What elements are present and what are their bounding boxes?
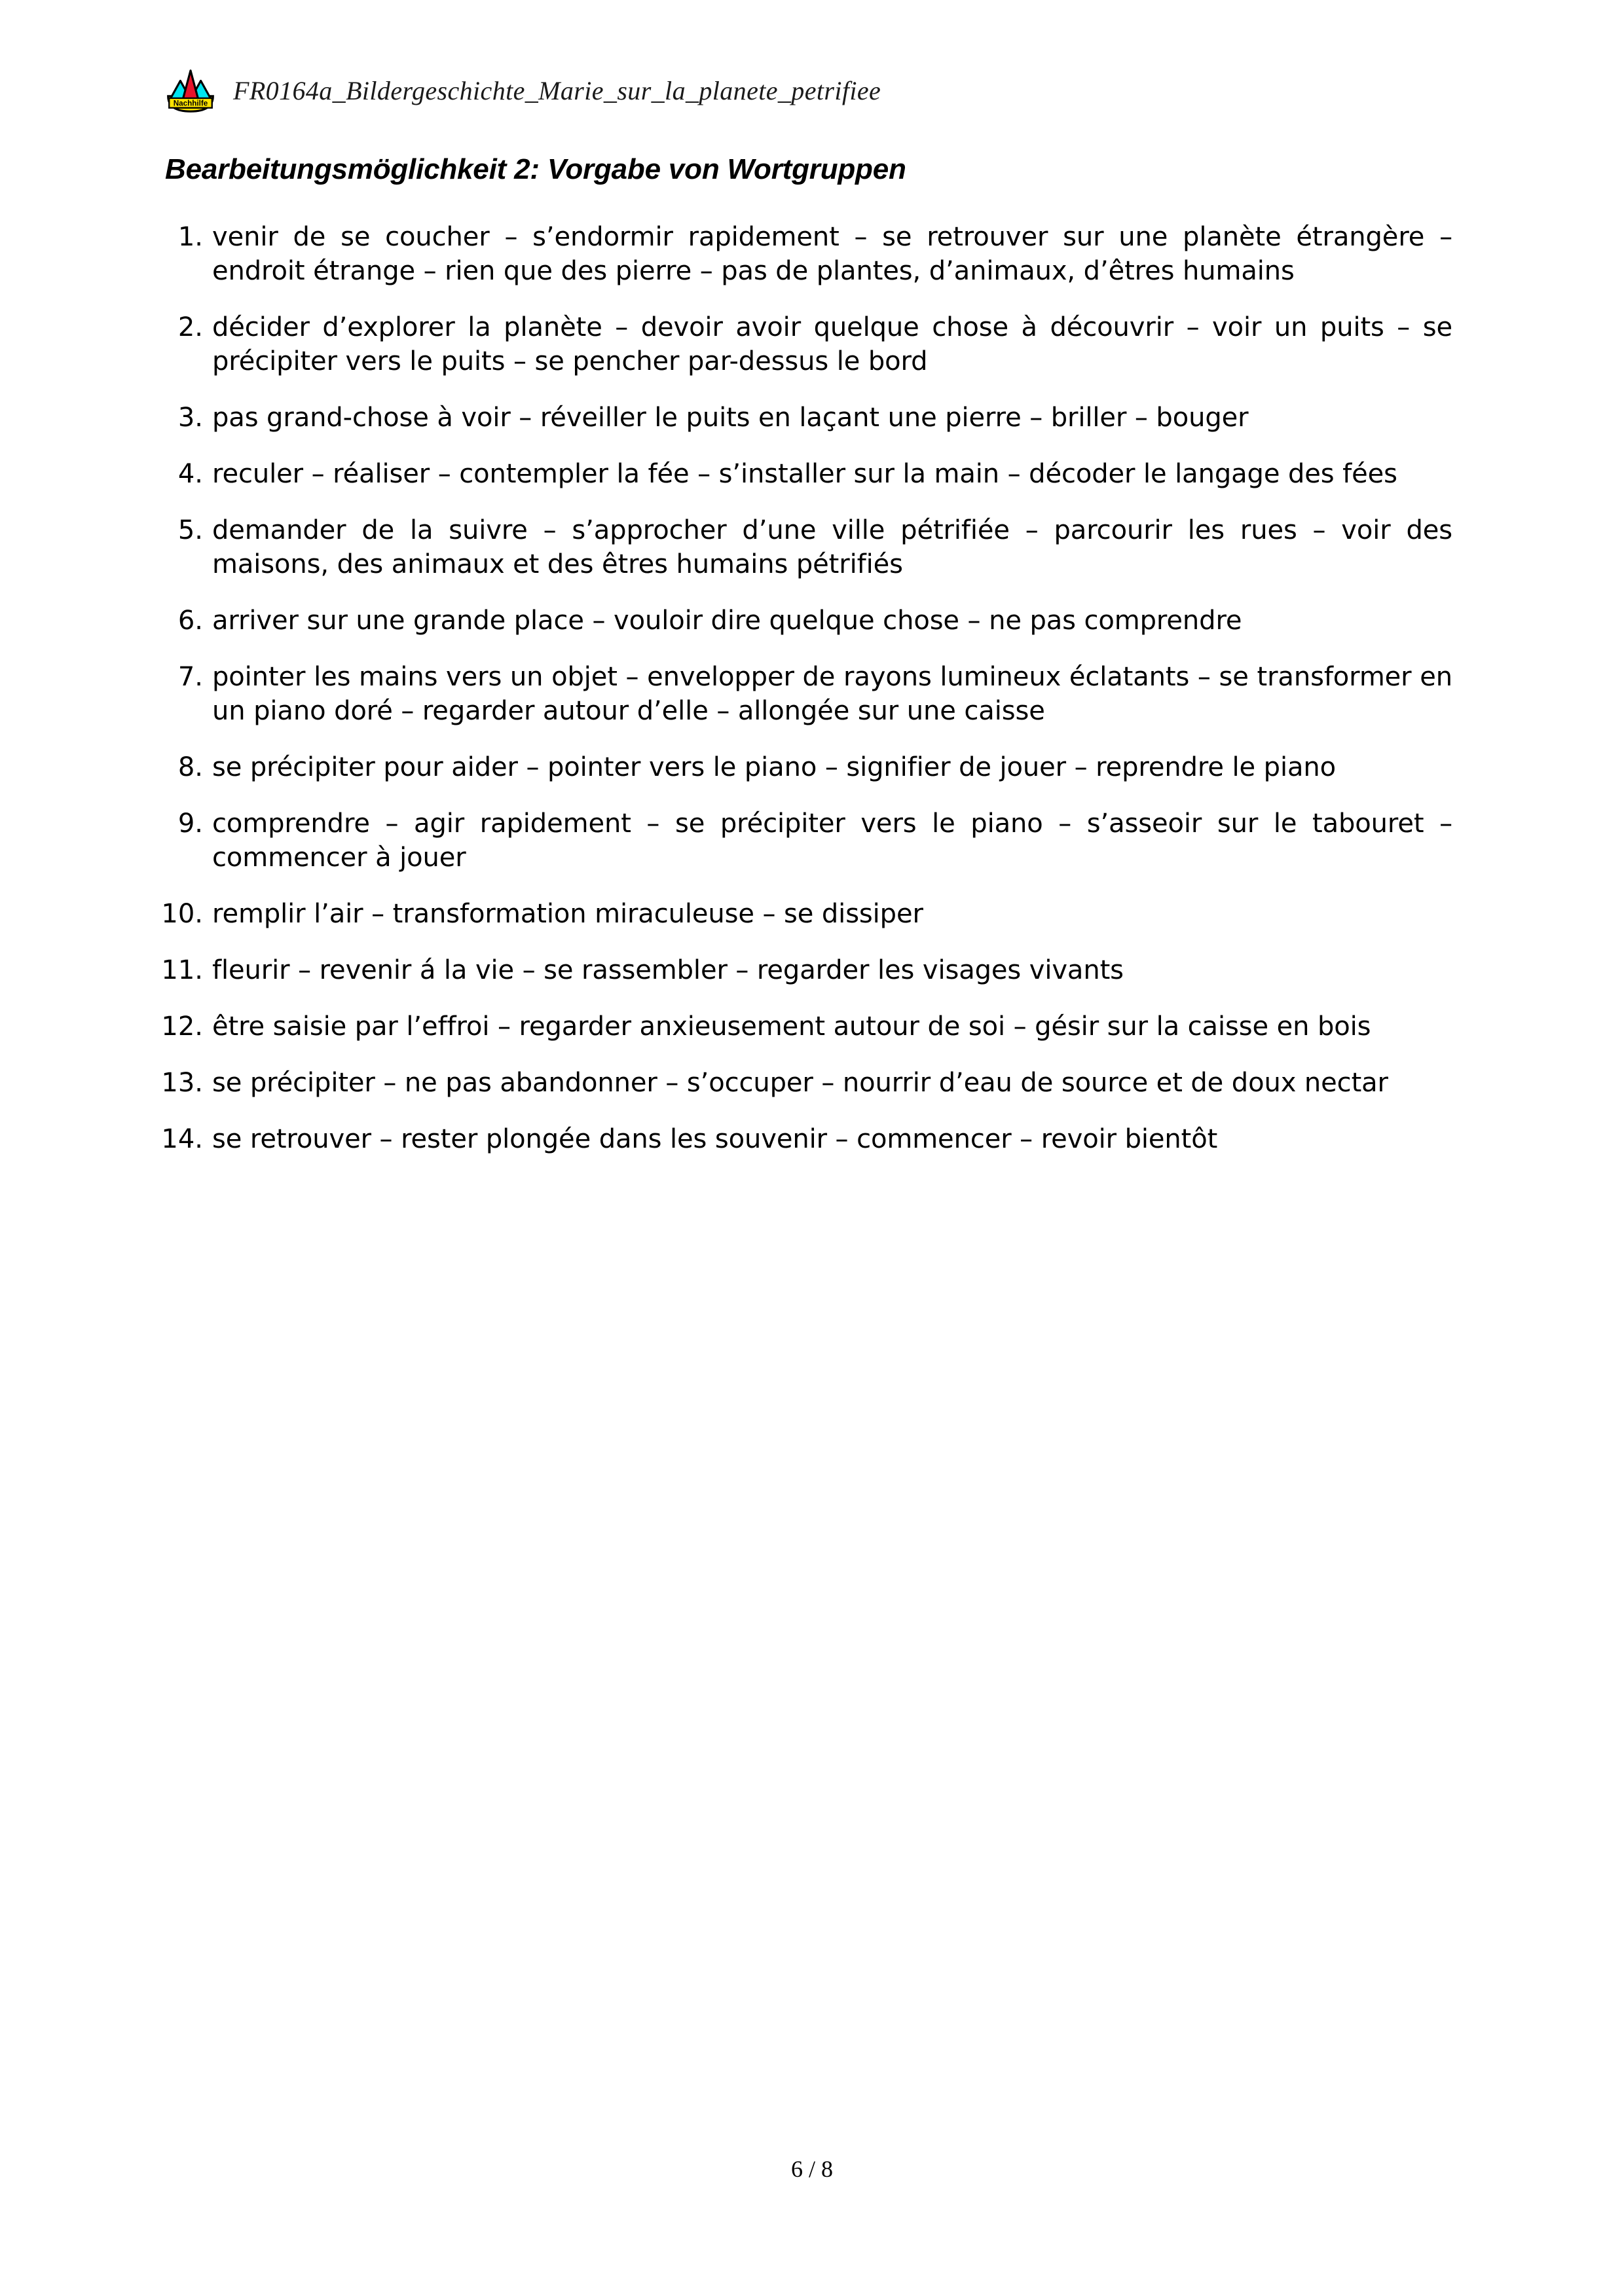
list-item xyxy=(149,660,1452,728)
word-group-list xyxy=(149,220,1452,1178)
list-item xyxy=(149,953,1452,987)
list-item-text: se précipiter – ne pas abandonner – s’occuper – nourrir d’eau de source et de doux nectar xyxy=(212,1068,1388,1098)
list-item-number: 8. xyxy=(177,752,203,782)
list-item xyxy=(149,604,1452,638)
list-item xyxy=(149,220,1452,288)
nachhilfe-mountain-logo-icon xyxy=(165,67,216,115)
list-item-number: 7. xyxy=(177,662,203,692)
list-item xyxy=(149,897,1452,931)
list-item-number: 5. xyxy=(177,515,203,545)
list-item-number: 1. xyxy=(177,222,203,252)
list-item-text: être saisie par l’effroi – regarder anxieusement autour de soi – gésir sur la caisse en bois xyxy=(212,1011,1371,1042)
list-item-text: fleurir – revenir á la vie – se rassembler – regarder les visages vivants xyxy=(212,955,1124,985)
list-item-number: 10. xyxy=(161,899,203,929)
list-item-text: comprendre – agir rapidement – se précipiter vers le piano – s’asseoir sur le tabouret – commencer à jouer xyxy=(212,809,1452,873)
list-item xyxy=(149,807,1452,875)
list-item-text: pointer les mains vers un objet – envelopper de rayons lumineux éclatants – se transformer en un piano doré – regarder autour d’elle – allongée sur une caisse xyxy=(212,662,1452,726)
list-item-text: arriver sur une grande place – vouloir dire quelque chose – ne pas comprendre xyxy=(212,606,1242,636)
list-item xyxy=(149,513,1452,581)
list-item-number: 12. xyxy=(161,1011,203,1042)
list-item-number: 14. xyxy=(161,1124,203,1154)
list-item xyxy=(149,750,1452,784)
list-item xyxy=(149,401,1452,435)
list-item xyxy=(149,310,1452,378)
list-item-number: 2. xyxy=(177,312,203,342)
list-item-text: se retrouver – rester plongée dans les souvenir – commencer – revoir bientôt xyxy=(212,1124,1218,1154)
list-item xyxy=(149,1010,1452,1044)
list-item-text: reculer – réaliser – contempler la fée – s’installer sur la main – décoder le langage des fées xyxy=(212,459,1397,489)
list-item-text: se précipiter pour aider – pointer vers le piano – signifier de jouer – reprendre le piano xyxy=(212,752,1337,782)
list-item-number: 4. xyxy=(177,459,203,489)
list-item-text: décider d’explorer la planète – devoir avoir quelque chose à découvrir – voir un puits – se précipiter vers le puits – se pencher par-dessus le bord xyxy=(212,312,1452,376)
list-item-number: 11. xyxy=(161,955,203,985)
list-item-number: 9. xyxy=(177,809,203,839)
list-item xyxy=(149,1122,1452,1156)
page-header xyxy=(165,63,881,119)
list-item xyxy=(149,457,1452,491)
list-item-number: 6. xyxy=(177,606,203,636)
list-item-number: 13. xyxy=(161,1068,203,1098)
logo-label: Nachhilfe xyxy=(173,99,208,108)
page-number-footer: 6 / 8 xyxy=(790,2156,833,2182)
list-item-text: pas grand-chose à voir – réveiller le puits en laçant une pierre – briller – bouger xyxy=(212,403,1249,433)
document-filename-title: FR0164a_Bildergeschichte_Marie_sur_la_planete_petrifiee xyxy=(233,76,881,105)
list-item-number: 3. xyxy=(177,403,203,433)
list-item-text: venir de se coucher – s’endormir rapidement – se retrouver sur une planète étrangère – endroit étrange – rien que des pierre – pas de plantes, d’animaux, d’êtres humains xyxy=(212,222,1452,286)
list-item xyxy=(149,1066,1452,1100)
section-heading: Bearbeitungsmöglichkeit 2: Vorgabe von Wortgruppen xyxy=(165,153,906,185)
list-item-text: demander de la suivre – s’approcher d’une ville pétrifiée – parcourir les rues – voir des maisons, des animaux et des êtres humains pétrifiés xyxy=(212,515,1452,579)
list-item-text: remplir l’air – transformation miraculeuse – se dissiper xyxy=(212,899,923,929)
